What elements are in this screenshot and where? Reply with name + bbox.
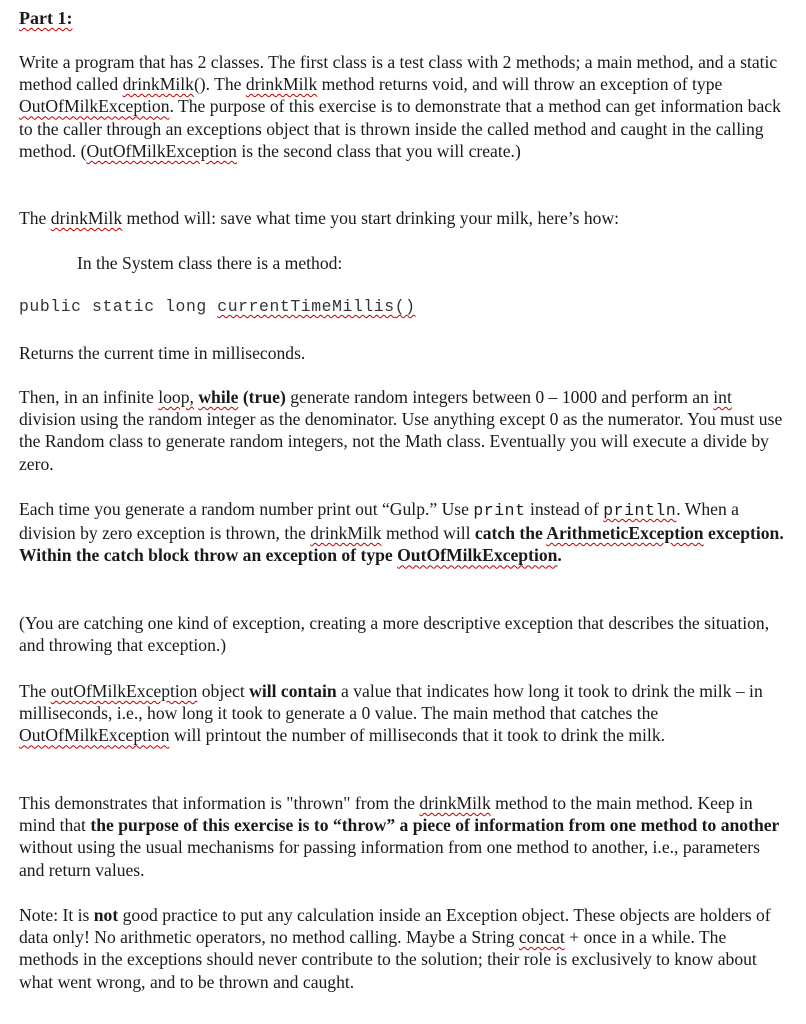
text-run: concat [518,927,565,948]
text-run: Note: It is [19,905,94,925]
text-run: currentTimeMillis [217,297,395,316]
text-run: is the second class that you will create.) [236,140,521,161]
heading-text: Part 1: [19,8,73,28]
text-run: Each time you generate a random number print out “Gulp.” Use [19,499,474,519]
text-run: will contain [249,681,337,701]
code-current-time-millis [19,296,789,318]
text-run: catch the [474,523,547,544]
text-run: method will [381,523,475,544]
text-run: method returns void, and will throw an exception of type [317,74,723,95]
text-run: println [603,501,677,520]
text-run: ArithmeticException [546,523,704,544]
text-run: object [197,681,250,701]
text-run: int [713,387,732,407]
paragraph-note [19,904,789,993]
text-run: instead of [525,499,604,519]
text-run: division using the random integer as the denominator. Use anything except 0 as the numerator. You must use the Random class to generate random integers, not the Math class. Eventually you will execute a divide by zero. [19,409,783,474]
text-run: public static long [19,297,218,316]
text-run: drinkMilk [419,793,491,813]
text-run: Write a program that has 2 classes. The first class is a test class with 2 methods; a main method, and a static method called [19,52,778,95]
paragraph-demonstrates [19,792,789,881]
text-run: loop, [158,387,194,407]
text-run: drinkMilk [50,208,123,228]
text-run: (). The [193,74,246,95]
paragraph-gulp [19,498,789,567]
text-run: Then, in an infinite [19,387,159,407]
text-run: method will: save what time you start drinking your milk, here’s how: [122,208,620,228]
text-run: () [394,297,416,316]
paragraph-drinkmilk [19,207,789,229]
part-heading [19,7,789,29]
paragraph-contain-value [19,680,789,747]
text-run: print [473,501,526,520]
text-run: will printout the number of milliseconds that it took to drink the milk. [169,725,666,746]
text-run: The [19,208,51,228]
text-run: not [93,905,119,925]
text-run: outOfMilkException [50,681,198,701]
paragraph-returns: Returns the current time in milliseconds. [19,343,306,363]
text-run: good practice to put any calculation inside an Exception object. These objects are holders of data only! No arithmetic operators, no method calling. Maybe a String [19,905,771,948]
text-run: a value that indicates how long it took to drink the milk – in milliseconds, i.e., how long it took to generate a 0 value. The main method that catches the [19,681,763,724]
text-run: without using the usual mechanisms for passing information from one method to another, i.e., parameters and return values. [19,837,760,880]
text-run: exception. Within the catch block throw an exception of type [19,523,784,566]
text-run: . [557,545,562,566]
paragraph-system-class: In the System class there is a method: [77,253,343,273]
text-run: method to the main method. Keep in mind that [19,793,753,836]
paragraph-loop [19,386,789,475]
paragraph-intro [19,51,789,162]
text-run: OutOfMilkException [19,96,170,117]
text-run: This demonstrates that information is "thrown" from the [19,793,420,813]
paragraph-catching: (You are catching one kind of exception, creating a more descriptive exception that describes the situation, and throwing that exception.) [19,613,770,656]
text-run: . When a division by zero exception is thrown, the [19,499,739,544]
text-run: + once in a while. The methods in the exceptions should never contribute to the solution; their role is exclusively to know about what went wrong, and to be thrown and caught. [19,927,757,992]
text-run: drinkMilk [310,523,382,544]
text-run: OutOfMilkException [86,140,237,161]
text-run: the purpose of this exercise is to “throw” a piece of information from one method to another [90,815,780,836]
text-run: The [19,681,51,701]
text-run: drinkMilk [122,74,194,95]
text-run: OutOfMilkException [397,545,558,566]
text-run: drinkMilk [245,74,318,95]
text-run: . The purpose of this exercise is to demonstrate that a method can get information back to the caller through an exceptions object that is thrown inside the called method and caught in the calling method. ( [19,96,781,161]
text-run: (true) [238,387,286,407]
text-run: OutOfMilkException [19,725,170,746]
text-run: generate random integers between 0 – 1000 and perform an [285,387,714,407]
text-run: while [198,387,239,407]
